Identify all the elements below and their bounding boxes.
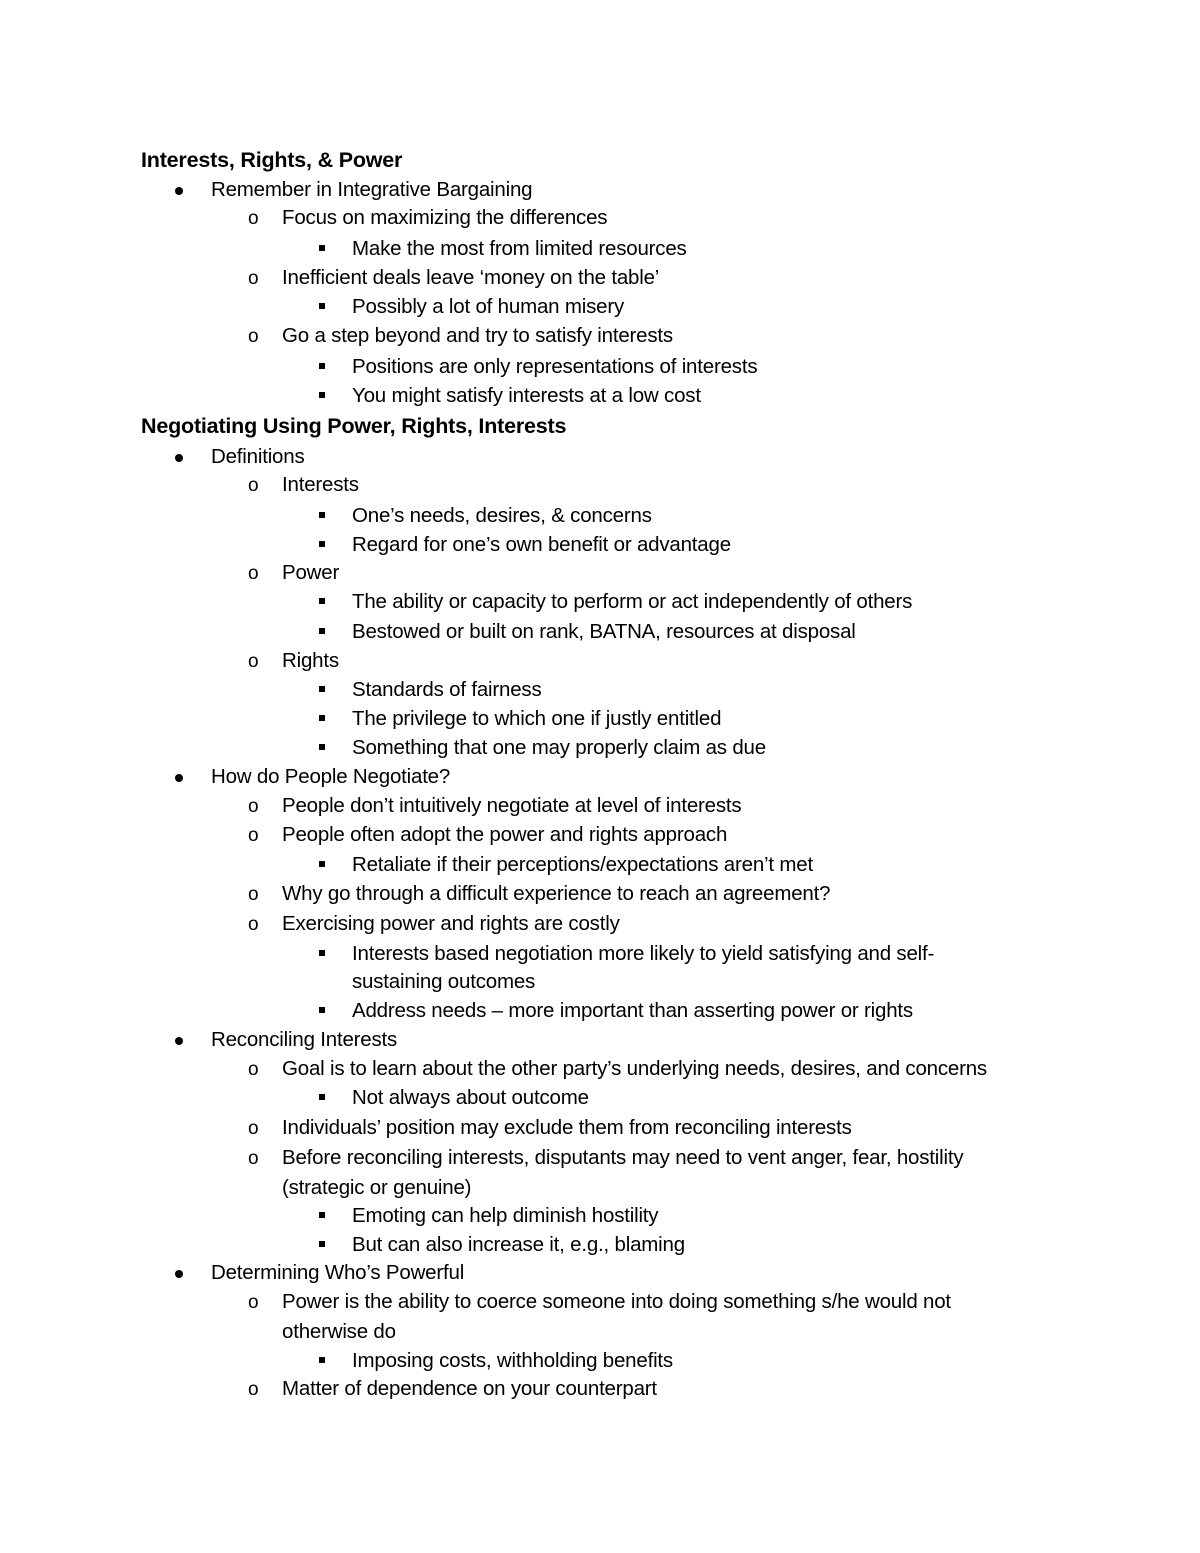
bullet-square-icon [319,1241,325,1247]
bullet-circle-icon: o [248,326,259,347]
bullet-circle-icon: o [248,1292,259,1313]
list-item-text: Retaliate if their perceptions/expectations aren’t met [352,853,813,876]
list-item-text: Standards of fairness [352,678,542,701]
list-item-text: Positions are only representations of interests [352,355,758,378]
list-item-text: People often adopt the power and rights approach [282,823,728,846]
bullet-circle-icon: o [248,884,259,905]
bullet-disc-icon [175,1270,183,1278]
list-item-text: Make the most from limited resources [352,237,687,260]
list-item-text: Power is the ability to coerce someone into doing something s/he would not [282,1290,951,1313]
list-item-text: Regard for one’s own benefit or advantage [352,533,731,556]
bullet-square-icon [319,363,325,369]
bullet-square-icon [319,686,325,692]
bullet-square-icon [319,1357,325,1363]
list-item-text: You might satisfy interests at a low cost [352,384,701,407]
list-item-text: Why go through a difficult experience to reach an agreement? [282,882,831,905]
bullet-square-icon [319,1212,325,1218]
list-item-text: Go a step beyond and try to satisfy interests [282,324,673,347]
bullet-square-icon [319,744,325,750]
bullet-square-icon [319,598,325,604]
section-heading: Negotiating Using Power, Rights, Interests [141,414,567,438]
list-item-text: Possibly a lot of human misery [352,295,625,318]
list-item-text: Reconciling Interests [211,1028,398,1051]
bullet-square-icon [319,303,325,309]
bullet-disc-icon [175,774,183,782]
list-item-text: Something that one may properly claim as due [352,736,766,759]
list-item-text: Before reconciling interests, disputants may need to vent anger, fear, hostility [282,1146,964,1169]
bullet-square-icon [319,245,325,251]
list-item-text: (strategic or genuine) [282,1176,472,1199]
list-item-text: Imposing costs, withholding benefits [352,1349,673,1372]
bullet-circle-icon: o [248,1148,259,1169]
bullet-circle-icon: o [248,1059,259,1080]
list-item-text: Individuals’ position may exclude them from reconciling interests [282,1116,852,1139]
bullet-disc-icon [175,1037,183,1045]
list-item-text: Remember in Integrative Bargaining [211,178,533,201]
list-item-text: The privilege to which one if justly entitled [352,707,722,730]
list-item-text: Address needs – more important than asserting power or rights [352,999,913,1022]
bullet-circle-icon: o [248,208,259,229]
list-item-text: One’s needs, desires, & concerns [352,504,652,527]
bullet-square-icon [319,715,325,721]
list-item-text: otherwise do [282,1320,396,1343]
list-item-text: Power [282,561,340,584]
bullet-square-icon [319,1007,325,1013]
list-item-text: Interests based negotiation more likely to yield satisfying and self- [352,942,935,965]
bullet-circle-icon: o [248,268,259,289]
bullet-circle-icon: o [248,796,259,817]
list-item-text: Bestowed or built on rank, BATNA, resources at disposal [352,620,856,643]
list-item-text: sustaining outcomes [352,970,536,993]
list-item-text: Focus on maximizing the differences [282,206,608,229]
list-item-text: Emoting can help diminish hostility [352,1204,659,1227]
bullet-circle-icon: o [248,651,259,672]
list-item-text: People don’t intuitively negotiate at level of interests [282,794,742,817]
list-item-text: Matter of dependence on your counterpart [282,1377,657,1400]
bullet-square-icon [319,392,325,398]
list-item-text: Goal is to learn about the other party’s underlying needs, desires, and concerns [282,1057,987,1080]
section-heading: Interests, Rights, & Power [141,148,403,172]
bullet-circle-icon: o [248,563,259,584]
bullet-circle-icon: o [248,1118,259,1139]
bullet-circle-icon: o [248,825,259,846]
bullet-square-icon [319,628,325,634]
bullet-circle-icon: o [248,475,259,496]
list-item-text: Determining Who’s Powerful [211,1261,465,1284]
bullet-square-icon [319,1094,325,1100]
bullet-square-icon [319,541,325,547]
list-item-text: How do People Negotiate? [211,765,451,788]
list-item-text: Interests [282,473,359,496]
list-item-text: But can also increase it, e.g., blaming [352,1233,685,1256]
bullet-circle-icon: o [248,1379,259,1400]
bullet-square-icon [319,512,325,518]
list-item-text: Exercising power and rights are costly [282,912,620,935]
bullet-disc-icon [175,454,183,462]
bullet-disc-icon [175,187,183,195]
bullet-circle-icon: o [248,914,259,935]
list-item-text: Rights [282,649,339,672]
list-item-text: Not always about outcome [352,1086,589,1109]
bullet-square-icon [319,861,325,867]
list-item-text: Inefficient deals leave ‘money on the table’ [282,266,660,289]
list-item-text: Definitions [211,445,305,468]
list-item-text: The ability or capacity to perform or act independently of others [352,590,913,613]
bullet-square-icon [319,950,325,956]
